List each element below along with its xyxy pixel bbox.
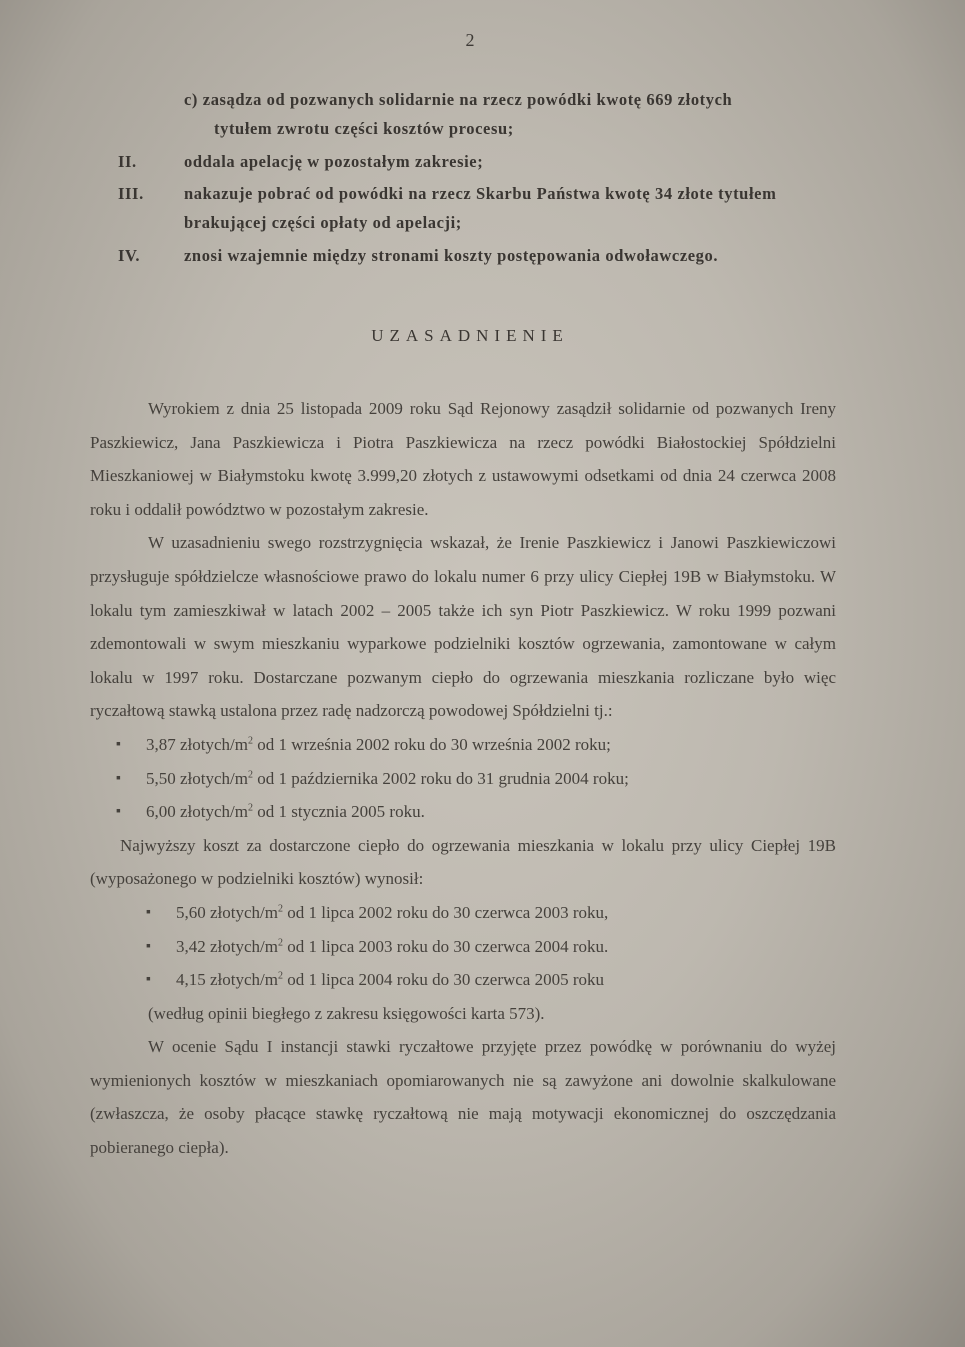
verdict-item-ii [118,146,842,178]
verdict-item-text: znosi wzajemnie między stronami koszty postępowania odwoławczego. [184,246,719,265]
verdict-item-number: IV. [118,246,141,265]
paragraph-4: W ocenie Sądu I instancji stawki ryczałtowe przyjęte przez powódkę w porównaniu do wyżej wymienionych kosztów w mieszkaniach opomiarowanych nie są zawyżone ani dowolnie skalkulowane (zwłaszcza, że osoby płacące stawkę ryczałtową nie mają motywacji ekonomicznej do oszczędzania pobieranego ciepła). [90,1037,836,1158]
justification-body [90,392,836,1165]
paragraph-3: Najwyższy koszt za dostarczone ciepło do ogrzewania mieszkania w lokalu przy ulicy Ciepłej 19B (wyposażonego w podzielniki kosztów) wynosił: [90,835,836,889]
list-item: ▪ 6,00 złotych/$m^2$ od 1 stycznia 2005 roku. [90,795,836,829]
list-item: ▪ 5,60 złotych/$m^2$ od 1 lipca 2002 roku do 30 czerwca 2003 roku, [90,896,836,930]
verdict-item-iii-continuation: brakującej części opłaty od apelacji; [184,213,462,232]
verdict-item-iv [118,240,842,272]
verdict-item-text: oddala apelację w pozostałym zakresie; [184,152,484,171]
list-item: ▪ 4,15 złotych/$m^2$ od 1 lipca 2004 roku do 30 czerwca 2005 roku [90,963,836,997]
section-heading: UZASADNIENIE [371,326,569,345]
verdict-section [118,84,842,272]
verdict-item-c-continuation: tytułem zwrotu części kosztów procesu; [214,119,514,138]
verdict-item-c [118,84,842,116]
list-item: ▪ 3,42 złotych/$m^2$ od 1 lipca 2003 roku do 30 czerwca 2004 roku. [90,930,836,964]
paragraph-1: Wyrokiem z dnia 25 listopada 2009 roku Sąd Rejonowy zasądził solidarnie od pozwanych Ireny Paszkiewicz, Jana Paszkiewicza i Piotra Paszkiewicza na rzecz powódki Białostockiej Spółdzielni Mieszkaniowej w Białymstoku kwotę 3.999,20 złotych z ustawowymi odsetkami od dnia 24 czerwca 2008 roku i oddalił powództwo w pozostałym zakresie. [90,399,836,519]
verdict-item-number: III. [118,184,144,203]
verdict-item-iii [118,178,842,210]
flat-rate-list [90,728,836,829]
list-item: ▪ 5,50 złotych/$m^2$ od 1 października 2002 roku do 31 grudnia 2004 roku; [90,762,836,796]
verdict-item-text: nakazuje pobrać od powódki na rzecz Skarbu Państwa kwotę 34 złote tytułem [184,184,777,203]
list-item: ▪ 3,87 złotych/$m^2$ od 1 września 2002 roku do 30 września 2002 roku; [90,728,836,762]
verdict-item-c-label: c) [184,90,199,109]
page-number: 2 [465,30,475,50]
verdict-item-c-spacer [118,84,184,116]
verdict-item-number: II. [118,152,137,171]
paragraph-2: W uzasadnieniu swego rozstrzygnięcia wskazał, że Irenie Paszkiewicz i Janowi Paszkiewiczowi przysługuje spółdzielcze własnościowe prawo do lokalu numer 6 przy ulicy Ciepłej 19B w Białymstoku. W lokalu tym zamieszkiwał w latach 2002 – 2005 także ich syn Piotr Paszkiewicz. W roku 1999 pozwani zdemontowali w swym mieszkaniu wyparkowe podzielniki kosztów ogrzewania, zamontowane w całym lokalu w 1997 roku. Dostarczane pozwanym ciepło do ogrzewania mieszkania rozliczane było więc ryczałtową stawką ustalona przez radę nadzorczą powodowej Spółdzielni tj.: [90,533,836,721]
verdict-item-c-text: zasądza od pozwanych solidarnie na rzecz powódki kwotę 669 złotych [202,90,733,109]
expert-opinion-note: (według opinii biegłego z zakresu księgowości karta 573). [148,1003,545,1023]
max-cost-list [90,896,836,997]
